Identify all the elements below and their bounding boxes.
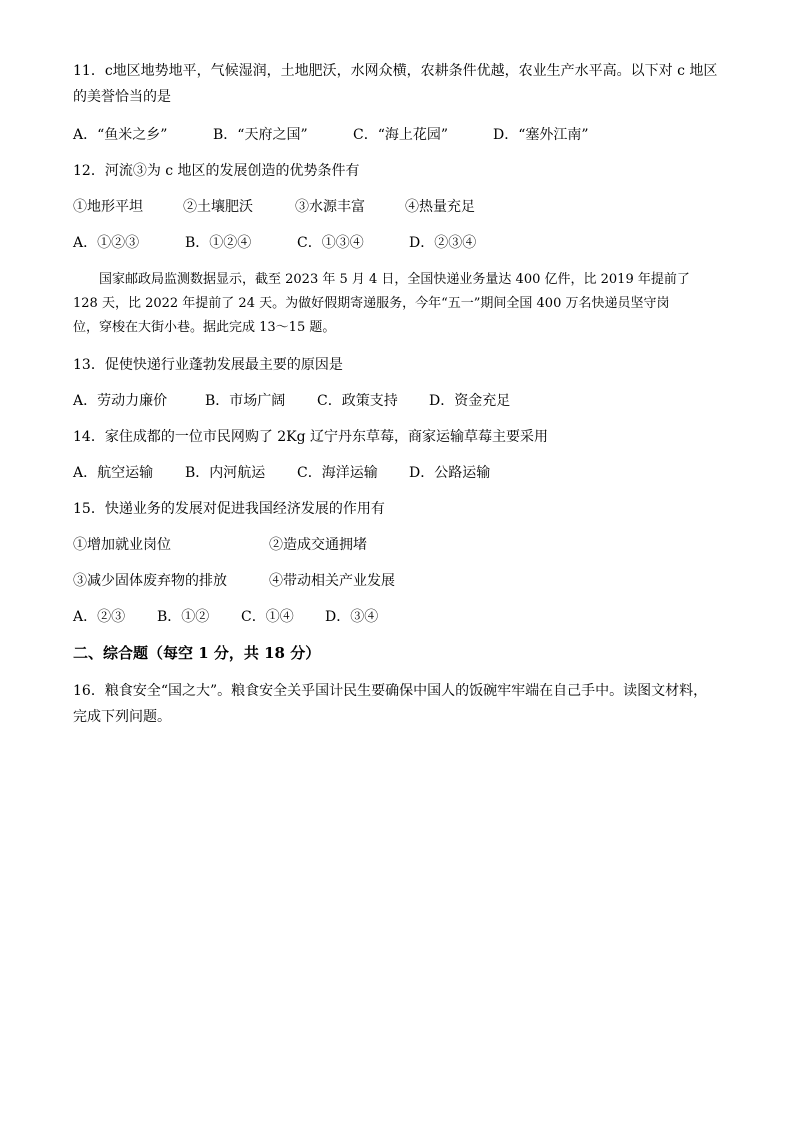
exam-page xyxy=(73,58,723,730)
question-15-items-row-2 xyxy=(73,570,723,592)
item-3: ③水源丰富 xyxy=(295,199,365,215)
question-11-stem-line-1: 11．c地区地势地平，气候湿润，土地肥沃，水网众横，农耕条件优越，农业生产水平高。以下对 c 地区 xyxy=(73,63,718,79)
question-12-items xyxy=(73,196,723,218)
question-15-items-row-1 xyxy=(73,534,723,556)
option-b: B．①②④ xyxy=(185,235,252,251)
option-a: A．②③ xyxy=(73,609,126,625)
question-16 xyxy=(73,678,723,730)
option-c: C．政策支持 xyxy=(317,393,398,409)
question-13-options xyxy=(73,390,723,412)
option-b: B．①② xyxy=(157,609,210,625)
question-11 xyxy=(73,58,723,110)
question-15-options xyxy=(73,606,723,628)
question-12-stem: 12．河流③为 c 地区的发展创造的优势条件有 xyxy=(73,163,360,179)
option-d: D．②③④ xyxy=(409,235,477,251)
option-d: D．资金充足 xyxy=(429,393,511,409)
option-b: B．“天府之国” xyxy=(213,127,308,143)
question-14-stem: 14．家住成都的一位市民网购了 2Kg 辽宁丹东草莓，商家运输草莓主要采用 xyxy=(73,429,549,445)
item-1: ①增加就业岗位 xyxy=(73,537,171,553)
material-line-3: 位，穿梭在大街小巷。据此完成 13～15 题。 xyxy=(73,320,336,335)
question-16-line-1: 16．粮食安全“国之大”。粮食安全关乎国计民生要确保中国人的饭碗牢牢端在自己手中。读图文材料， xyxy=(73,683,708,699)
section-2-title: 二、综合题（每空 1 分，共 18 分） xyxy=(73,644,321,662)
question-16-line-2: 完成下列问题。 xyxy=(73,709,171,725)
item-3: ③减少固体废弃物的排放 xyxy=(73,573,227,589)
option-d: D．③④ xyxy=(325,609,379,625)
item-1: ①地形平坦 xyxy=(73,199,143,215)
material-line-2: 128 天，比 2022 年提前了 24 天。为做好假期寄递服务，今年“五一”期间全国 400 万名快递员坚守岗 xyxy=(73,296,670,311)
option-a: A．①②③ xyxy=(73,235,140,251)
option-c: C．①③④ xyxy=(297,235,364,251)
option-c: C．海洋运输 xyxy=(297,465,378,481)
option-a: A．劳动力廉价 xyxy=(73,393,168,409)
option-b: B．市场广阔 xyxy=(205,393,286,409)
option-b: B．内河航运 xyxy=(185,465,266,481)
material-line-1: 国家邮政局监测数据显示，截至 2023 年 5 月 4 日，全国快递业务量达 400 亿件，比 2019 年提前了 xyxy=(99,272,690,287)
question-11-options xyxy=(73,124,723,146)
question-14-options xyxy=(73,462,723,484)
item-2: ②造成交通拥堵 xyxy=(269,537,367,553)
option-c: C．①④ xyxy=(241,609,294,625)
question-15-stem: 15．快递业务的发展对促进我国经济发展的作用有 xyxy=(73,501,385,517)
option-d: D．“塞外江南” xyxy=(493,127,589,143)
option-a: A．航空运输 xyxy=(73,465,154,481)
item-2: ②土壤肥沃 xyxy=(183,199,253,215)
item-4: ④带动相关产业发展 xyxy=(269,573,395,589)
material-paragraph xyxy=(73,268,723,340)
option-c: C．“海上花园” xyxy=(353,127,449,143)
question-13-stem: 13．促使快递行业蓬勃发展最主要的原因是 xyxy=(73,357,343,373)
question-12-options xyxy=(73,232,723,254)
option-d: D．公路运输 xyxy=(409,465,491,481)
option-a: A．“鱼米之乡” xyxy=(73,127,168,143)
question-11-stem-line-2: 的美誉恰当的是 xyxy=(73,89,171,105)
item-4: ④热量充足 xyxy=(405,199,475,215)
